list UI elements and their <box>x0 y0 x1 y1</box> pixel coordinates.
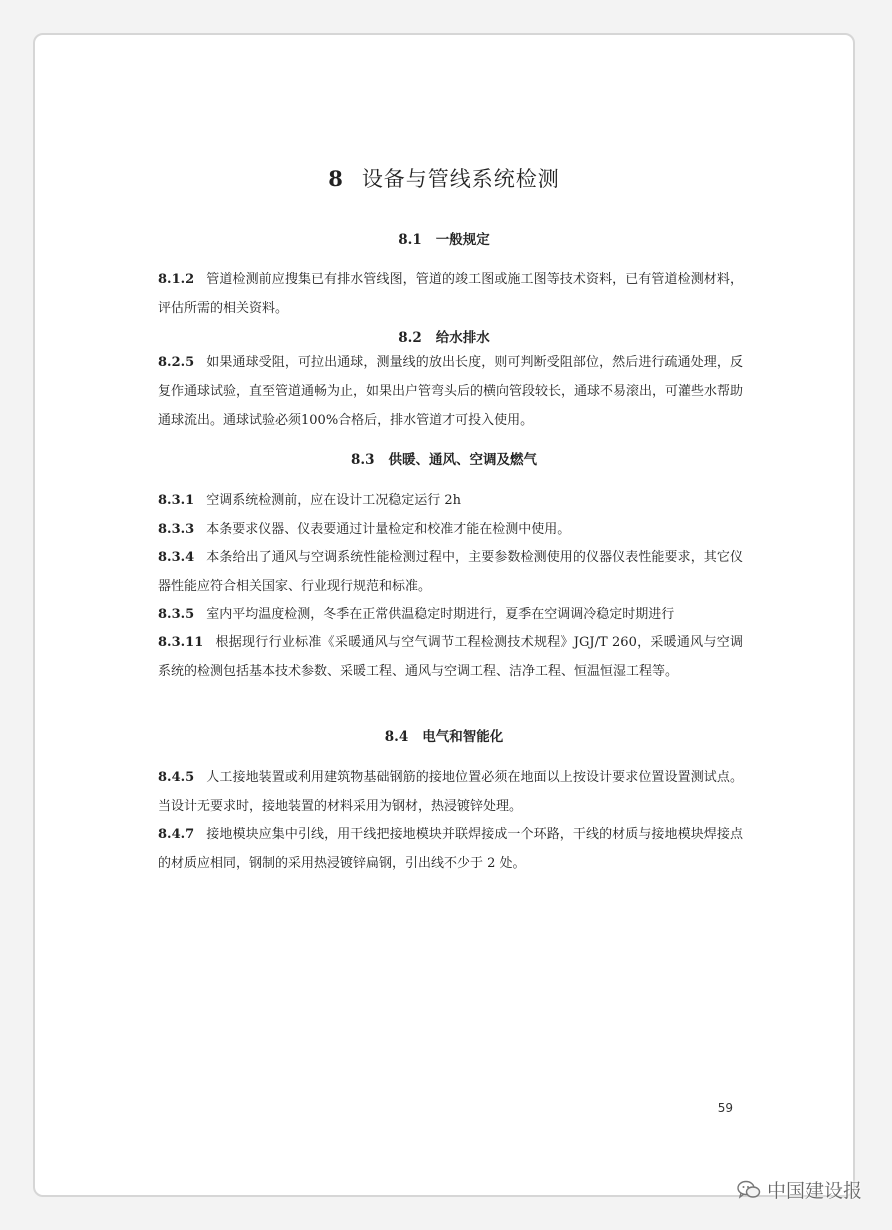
section-title-text: 电气和智能化 <box>422 729 504 745</box>
section-number: 8.4 <box>384 729 409 745</box>
clause-text: 管道检测前应搜集已有排水管线图，管道的竣工图或施工图等技术资料，已有管道检测材料，评估所需的相关资料。 <box>158 272 743 316</box>
clause-number: 8.4.5 <box>158 770 195 785</box>
section-number: 8.3 <box>351 452 375 468</box>
clause-8-3-5 <box>158 600 743 629</box>
wechat-icon <box>737 1180 761 1200</box>
clause-number: 8.3.4 <box>158 550 195 565</box>
clause-8-3-3 <box>158 515 743 544</box>
clause-number: 8.4.7 <box>158 827 195 842</box>
section-number: 8.2 <box>398 330 422 346</box>
clause-number: 8.3.11 <box>158 635 204 650</box>
section-title-8-3 <box>35 448 853 468</box>
chapter-title <box>35 163 853 193</box>
clause-8-3-1 <box>158 486 743 515</box>
section-number: 8.1 <box>398 232 422 248</box>
section-title-text: 供暖、通风、空调及燃气 <box>388 452 537 468</box>
clause-8-4-5 <box>158 763 743 821</box>
watermark <box>737 1176 862 1203</box>
section-title-8-1 <box>35 228 853 248</box>
clause-text: 根据现行行业标准《采暖通风与空气调节工程检测技术规程》JGJ/T 260，采暖通风与空调系统的检测包括基本技术参数、采暖工程、通风与空调工程、洁净工程、恒温恒湿工程等。 <box>158 635 743 679</box>
chapter-number: 8 <box>328 166 344 191</box>
watermark-text: 中国建设报 <box>766 1180 862 1202</box>
clause-text: 空调系统检测前，应在设计工况稳定运行 2h <box>206 493 461 508</box>
clause-number: 8.1.2 <box>158 272 195 287</box>
clause-8-1-2 <box>158 265 743 323</box>
clause-8-2-5 <box>158 348 743 435</box>
page-number: 59 <box>717 1101 733 1115</box>
clause-number: 8.3.5 <box>158 607 195 622</box>
clause-text: 室内平均温度检测，冬季在正常供温稳定时期进行，夏季在空调调冷稳定时期进行 <box>206 607 675 622</box>
clause-number: 8.2.5 <box>158 355 195 370</box>
clause-number: 8.3.1 <box>158 493 195 508</box>
section-title-text: 一般规定 <box>435 232 490 248</box>
clause-8-3-4 <box>158 543 743 601</box>
clause-8-4-7 <box>158 820 743 878</box>
clause-text: 如果通球受阻，可拉出通球，测量线的放出长度，则可判断受阻部位，然后进行疏通处理，反复作通球试验，直至管道通畅为止，如果出户管弯头后的横向管段较长，通球不易滚出，可灌些水帮助通球流出。通球试验必须100%合格后，排水管道才可投入使用。 <box>158 355 744 428</box>
clause-text: 人工接地装置或利用建筑物基础钢筋的接地位置必须在地面以上按设计要求位置设置测试点。当设计无要求时，接地装置的材料采用为钢材，热浸镀锌处理。 <box>158 770 743 814</box>
section-title-text: 给水排水 <box>435 330 490 346</box>
clause-text: 接地模块应集中引线，用干线把接地模块并联焊接成一个环路，干线的材质与接地模块焊接点的材质应相同，钢制的采用热浸镀锌扁钢，引出线不少于 2 处。 <box>158 827 743 871</box>
section-title-8-2 <box>35 326 853 346</box>
clause-text: 本条给出了通风与空调系统性能检测过程中，主要参数检测使用的仪器仪表性能要求，其它仪器性能应符合相关国家、行业现行规范和标准。 <box>158 550 743 594</box>
clause-8-3-11 <box>158 628 743 686</box>
document-page <box>33 33 855 1197</box>
clause-text: 本条要求仪器、仪表要通过计量检定和校准才能在检测中使用。 <box>206 522 571 537</box>
chapter-title-text: 设备与管线系统检测 <box>361 167 560 191</box>
clause-number: 8.3.3 <box>158 522 195 537</box>
section-title-8-4 <box>35 725 853 745</box>
